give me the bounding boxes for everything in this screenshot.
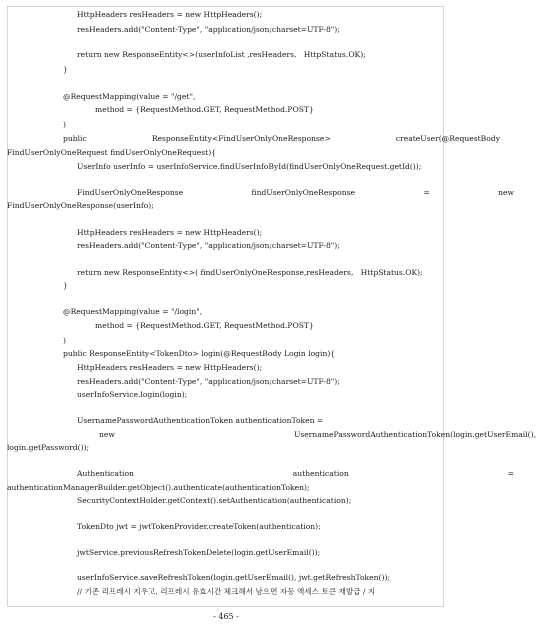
code-token: = [507, 469, 514, 479]
code-line: HttpHeaders resHeaders = new HttpHeaders(); [77, 227, 263, 237]
code-line: resHeaders.add("Content-Type", "application/json;charset=UTF-8"); [77, 376, 340, 386]
page-number: - 465 - [213, 612, 239, 621]
code-token: new [99, 430, 115, 439]
code-token: authentication [292, 469, 349, 479]
code-line: return new ResponseEntity<>(userInfoList ,resHeaders, HttpStatus.OK); [77, 49, 366, 59]
code-line: } [63, 65, 68, 75]
code-line: jwtService.previousRefreshTokenDelete(login.getUserEmail()); [77, 548, 321, 557]
code-line: ) [63, 335, 66, 345]
code-line: method = {RequestMethod.GET, RequestMethod.POST} [95, 105, 314, 115]
code-line: HttpHeaders resHeaders = new HttpHeaders(); [77, 362, 263, 372]
code-token: Authentication [77, 469, 134, 479]
code-token: findUserOnlyOneResponse [251, 187, 356, 197]
code-line-justified [7, 187, 514, 199]
code-line: SecurityContextHolder.getContext().setAuthentication(authentication); [77, 496, 352, 506]
code-line: ) [63, 119, 66, 129]
code-token: = [423, 187, 430, 197]
code-line: UsernamePasswordAuthenticationToken authenticationToken = [77, 416, 324, 426]
code-line: public ResponseEntity<TokenDto> login(@RequestBody Login login){ [63, 349, 336, 359]
code-line-justified [7, 468, 514, 480]
code-line-justified [7, 429, 536, 441]
code-line: userInfoService.login(login); [77, 390, 188, 400]
code-line: method = {RequestMethod.GET, RequestMethod.POST} [95, 321, 314, 331]
code-line: return new ResponseEntity<>( findUserOnlyOneResponse,resHeaders, HttpStatus.OK); [77, 267, 423, 277]
code-token: new [498, 187, 514, 197]
code-token: FindUserOnlyOneResponse [77, 187, 184, 197]
code-token: createUser(@RequestBody [395, 134, 500, 144]
code-line: login.getPassword()); [7, 442, 90, 452]
code-token: ResponseEntity<FindUserOnlyOneResponse> [151, 134, 331, 144]
code-line: HttpHeaders resHeaders = new HttpHeaders(); [77, 10, 263, 19]
code-line: resHeaders.add("Content-Type", "application/json;charset=UTF-8"); [77, 241, 340, 251]
code-token: public [63, 134, 87, 144]
code-line: FindUserOnlyOneResponse(userInfo); [7, 201, 154, 211]
code-line: UserInfo userInfo = userInfoService.findUserInfoById(findUserOnlyOneRequest.getId()); [77, 162, 422, 172]
code-line: } [63, 281, 68, 291]
code-line: userInfoService.saveRefreshToken(login.getUserEmail(), jwt.getRefreshToken()); [77, 573, 390, 583]
code-line: TokenDto jwt = jwtTokenProvider.createToken(authentication); [77, 521, 321, 531]
code-comment-line: // 기존 리프레시 지우고, 리프레시 유효시간 체크해서 남으면 자동 액세스 토큰 재발급 / 지 [77, 587, 376, 596]
code-line: @RequestMapping(value = "/get", [63, 91, 196, 101]
code-line-justified [7, 133, 500, 145]
code-line: authenticationManagerBuilder.getObject().authenticate(authenticationToken); [7, 482, 310, 492]
code-line: @RequestMapping(value = "/login", [63, 306, 203, 316]
code-line: resHeaders.add("Content-Type", "application/json;charset=UTF-8"); [77, 24, 340, 34]
code-line: FindUserOnlyOneRequest findUserOnlyOneRequest){ [7, 147, 217, 157]
code-token: UsernamePasswordAuthenticationToken(login.getUserEmail(), [294, 430, 536, 439]
